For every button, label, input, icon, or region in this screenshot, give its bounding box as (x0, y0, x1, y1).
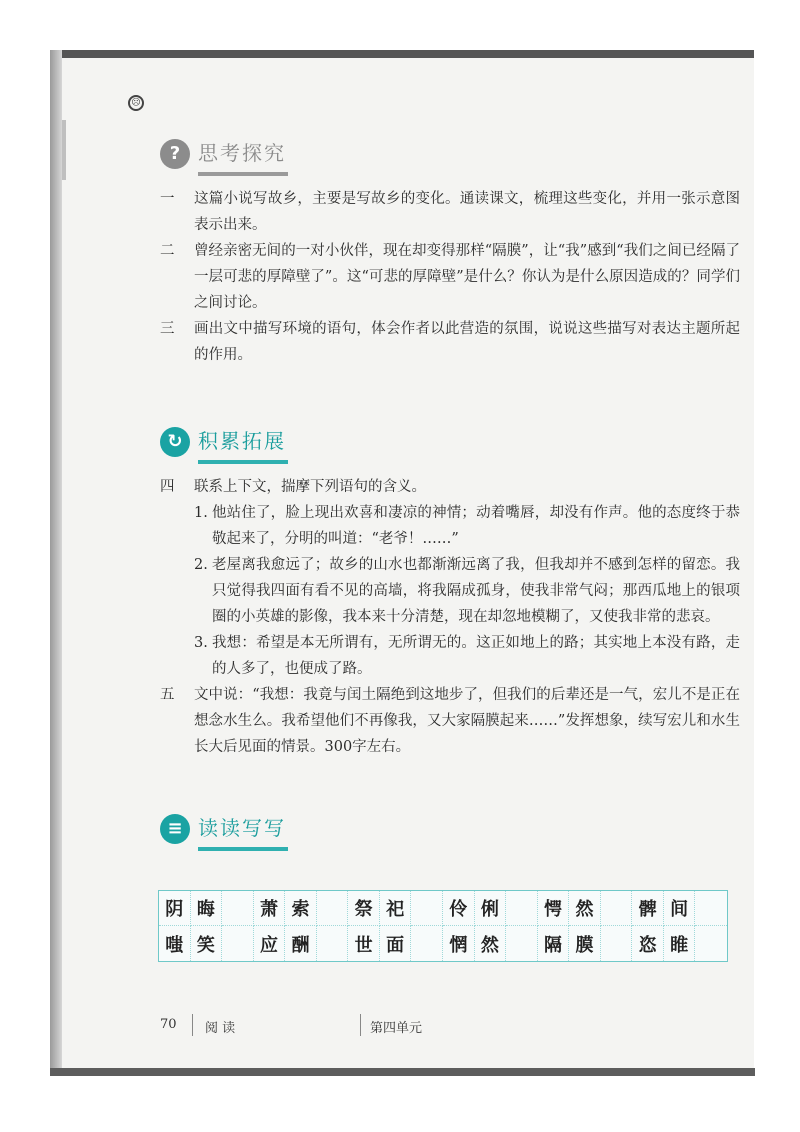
question-mark-icon: ? (160, 139, 190, 169)
vocab-cell (601, 891, 633, 926)
vocab-cell: 萧 (254, 891, 286, 926)
vocabulary-grid (158, 890, 728, 962)
lines-icon: ≡ (160, 814, 190, 844)
vocab-cell: 晦 (191, 891, 223, 926)
scan-left-edge (50, 50, 62, 1075)
scan-top-edge (52, 50, 754, 58)
vocab-cell: 睢 (664, 926, 696, 961)
footer-right-label: 第四单元 (370, 1021, 423, 1036)
vocab-cell (506, 926, 538, 961)
vocab-cell (601, 926, 633, 961)
vocab-cell (506, 891, 538, 926)
vocab-cell: 祀 (380, 891, 412, 926)
vocab-cell (317, 891, 349, 926)
vocab-cell: 然 (475, 926, 507, 961)
rotate-arrow-icon: ↻ (160, 427, 190, 457)
accumulate-questions (160, 474, 740, 760)
section-readwrite-title: 读读写写 (198, 812, 286, 845)
vocab-cell: 然 (569, 891, 601, 926)
vocab-cell: 阴 (159, 891, 191, 926)
vocab-cell: 伶 (443, 891, 475, 926)
vocab-cell: 恣 (632, 926, 664, 961)
section-accumulate-title: 积累拓展 (198, 425, 286, 458)
vocab-cell: 酬 (285, 926, 317, 961)
page-binding-mark (62, 120, 66, 180)
vocab-cell: 世 (348, 926, 380, 961)
page-number: 70 (160, 1017, 177, 1032)
section-think-header (160, 137, 286, 170)
smiley-icon: ☹ (128, 95, 144, 111)
sub-question: 1. 他站住了，脸上现出欢喜和凄凉的神情；动着嘴唇，却没有作声。他的态度终于恭敬起来了，分明的叫道：“老爷！……” (194, 505, 740, 547)
vocab-cell: 面 (380, 926, 412, 961)
footer-left-label: 阅 读 (205, 1021, 236, 1036)
think-questions (160, 186, 740, 368)
vocab-cell (222, 891, 254, 926)
section-accumulate-header (160, 425, 286, 458)
vocab-cell: 索 (285, 891, 317, 926)
vocab-cell: 间 (664, 891, 696, 926)
sub-question: 3. 我想：希望是本无所谓有，无所谓无的。这正如地上的路；其实地上本没有路，走的人多了，也便成了路。 (194, 635, 740, 677)
vocab-cell (317, 926, 349, 961)
vocab-cell (411, 891, 443, 926)
question-item: 二 曾经亲密无间的一对小伙伴，现在却变得那样“隔膜”，让“我”感到“我们之间已经隔了一层可悲的厚障壁了”。这“可悲的厚障壁”是什么？你认为是什么原因造成的？同学们之间讨论。 (160, 243, 740, 311)
vocab-cell: 俐 (475, 891, 507, 926)
question-item: 四 联系上下文，揣摩下列语句的含义。 (160, 479, 426, 495)
vocab-cell: 惘 (443, 926, 475, 961)
question-item: 三 画出文中描写环境的语句，体会作者以此营造的氛围，说说这些描写对表达主题所起的作用。 (160, 321, 740, 363)
vocab-cell (222, 926, 254, 961)
question-item: 五 文中说：“我想：我竟与闰土隔绝到这地步了，但我们的后辈还是一气，宏儿不是正在想念水生么。我希望他们不再像我，又大家隔膜起来……”发挥想象，续写宏儿和水生长大后见面的情景。300字左右。 (160, 687, 740, 755)
vocab-cell: 嗤 (159, 926, 191, 961)
section-think-title: 思考探究 (198, 137, 286, 170)
vocab-cell: 膜 (569, 926, 601, 961)
vocab-cell: 隔 (538, 926, 570, 961)
scan-bottom-edge (50, 1068, 755, 1076)
footer-divider (360, 1014, 361, 1036)
vocab-cell (695, 926, 727, 961)
vocab-cell: 髀 (632, 891, 664, 926)
vocab-cell: 祭 (348, 891, 380, 926)
vocab-cell: 笑 (191, 926, 223, 961)
footer-divider (192, 1014, 193, 1036)
vocab-cell: 应 (254, 926, 286, 961)
section-readwrite-header (160, 812, 286, 845)
question-item: 一 这篇小说写故乡，主要是写故乡的变化。通读课文，梳理这些变化，并用一张示意图表示出来。 (160, 191, 740, 233)
vocab-cell (695, 891, 727, 926)
vocab-cell: 愕 (538, 891, 570, 926)
sub-question: 2. 老屋离我愈远了；故乡的山水也都渐渐远离了我，但我却并不感到怎样的留恋。我只觉得我四面有看不见的高墙，将我隔成孤身，使我非常气闷；那西瓜地上的银项圈的小英雄的影像，我本来十分清楚，现在却忽地模糊了，又使我非常的悲哀。 (194, 557, 740, 625)
vocab-cell (411, 926, 443, 961)
